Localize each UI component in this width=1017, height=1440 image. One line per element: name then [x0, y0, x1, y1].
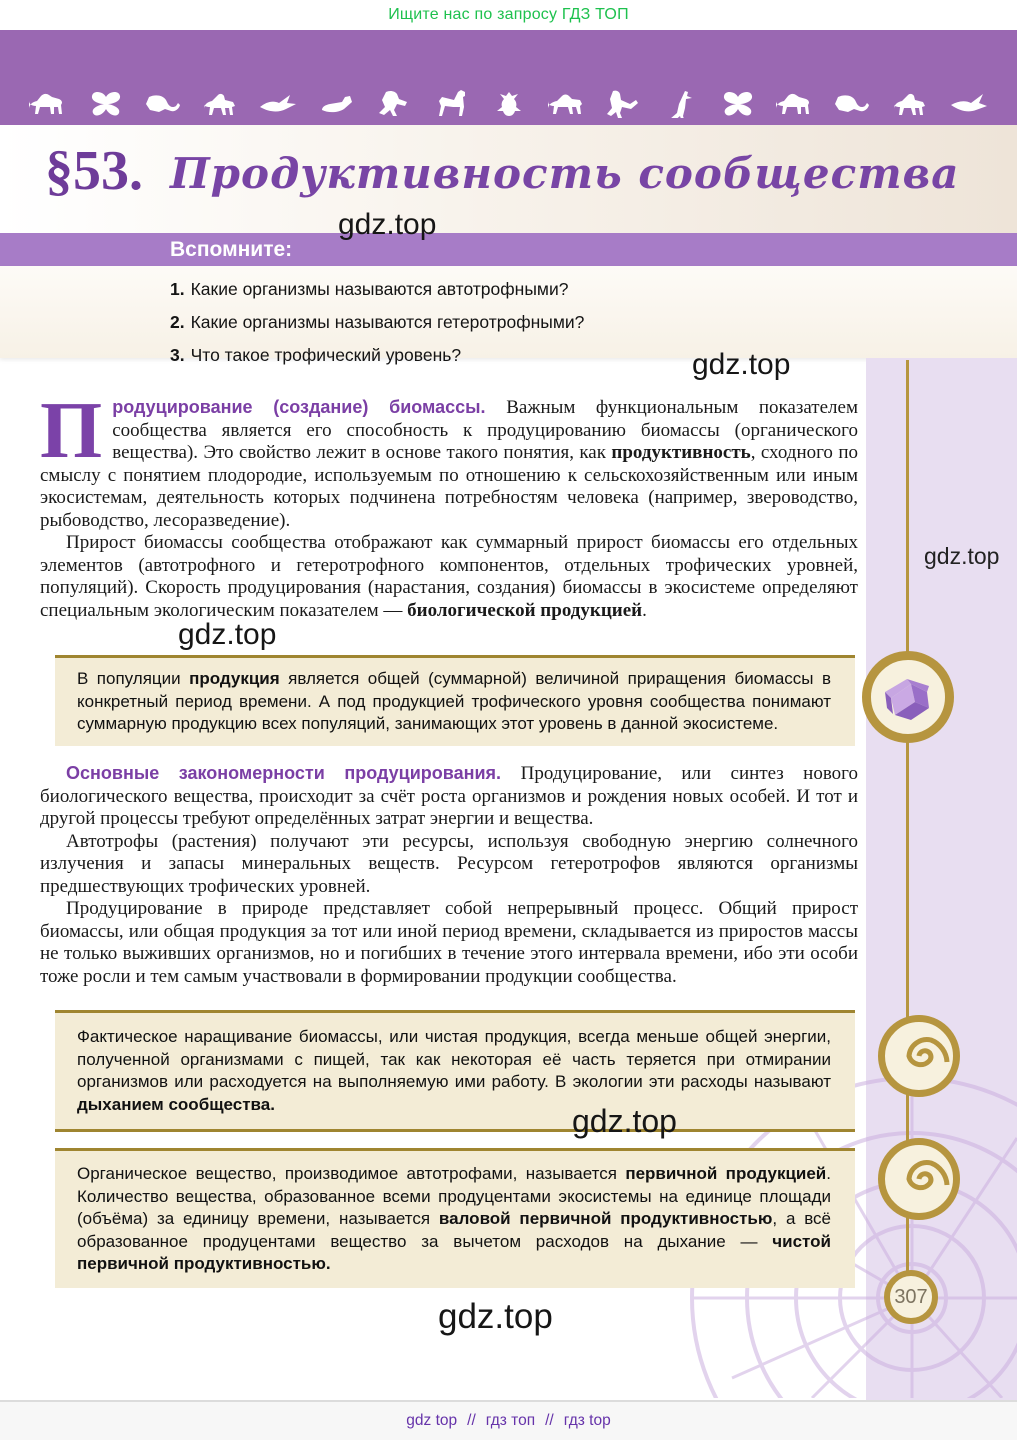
paragraph-group-1	[40, 387, 859, 622]
crane-icon	[658, 88, 704, 118]
spiral-marker-circle-1	[878, 1015, 960, 1097]
text-segment: , сходного по смыслу с понятием плодородие, используемым по отношению к сельскохозяйственным или иным экосистемам, деятельность которых подчинена потребностям человека (например, звероводство, рыбоводство, лесоразведение).	[40, 442, 859, 531]
text-segment: дыханием сообщества.	[77, 1094, 275, 1114]
definition-box-production	[55, 655, 855, 746]
question-text: Что такое трофический уровень?	[190, 345, 462, 365]
swan-icon	[313, 88, 359, 118]
text-segment: продукция	[189, 669, 280, 688]
question-text: Какие организмы называются гетеротрофными?	[190, 312, 585, 332]
recall-band	[0, 233, 1017, 266]
horse-icon	[198, 88, 244, 118]
footer-link[interactable]: gdz top	[406, 1412, 458, 1429]
page-number-circle	[884, 1270, 938, 1324]
text-segment: , а всё образованное продуцентами вещество за вычетом расходов на дыхание —	[77, 1209, 831, 1251]
bird-icon	[256, 88, 302, 118]
text-segment: валовой первичной продуктивностью	[438, 1209, 773, 1228]
question-number: 3.	[170, 345, 185, 365]
watermark: gdz.top	[338, 208, 437, 241]
question-number: 1.	[170, 279, 185, 299]
text-segment: является общей (суммарной) величиной приращения биомассы в конкретный период времени. А под продукцией трофического уровня сообщества понимают суммарную продукцию всех популяций, занимающих этот уровень в данной экосистеме.	[77, 669, 831, 733]
text-segment: биологической продукцией	[407, 599, 643, 621]
definition-box-primary-production	[55, 1148, 855, 1288]
scorpion-icon	[141, 88, 187, 118]
text-segment: родуцирование (создание) биомассы.	[112, 397, 507, 417]
text-segment: Прирост биомассы сообщества отображают как суммарный прирост биомассы его отдельных элементов (автотрофного и гетеротрофного компонентов, отдельных трофических уровней, популяций). Скорость продуцирования (нарастания, создания) биомассы в экосистеме определяют специальным экологическим показателем —	[40, 532, 858, 621]
page-title: Продуктивность сообщества	[170, 149, 960, 198]
paragraph-5	[40, 898, 858, 988]
footer-bar	[0, 1400, 1017, 1440]
text-segment: .	[642, 599, 647, 621]
animal-silhouettes-row	[26, 84, 991, 118]
title-band	[0, 125, 1017, 233]
monkey-icon	[371, 88, 417, 118]
text-segment: Органическое вещество, производимое автотрофами, называется	[77, 1164, 626, 1183]
text-segment: Фактическое наращивание биомассы, или чистая продукция, всегда меньше общей энергии, полученной организмами с пищей, так как некоторая её часть теряется при отмирании организмов или расходуется на выполняемую ими работу. В экологии эти расходы называют	[77, 1027, 831, 1091]
recall-label: Вспомните:	[170, 238, 293, 261]
book-marker-circle	[862, 651, 954, 743]
dropcap-letter: П	[40, 387, 103, 475]
chapter-header-band	[0, 30, 1017, 125]
scorpion-icon	[830, 88, 876, 118]
watermark: gdz.top	[438, 1297, 553, 1336]
recall-questions-list	[0, 266, 1017, 367]
footer-separator: //	[545, 1412, 554, 1429]
butterfly-icon	[83, 88, 129, 118]
text-segment: первичной продукцией	[625, 1164, 827, 1183]
text-segment: чистой первичной продуктивностью.	[77, 1231, 831, 1273]
watermark: gdz.top	[692, 348, 791, 381]
watermark: gdz.top	[924, 543, 1000, 569]
giraffe-icon	[428, 88, 474, 118]
text-segment: Продуцирование в природе представляет собой непрерывный процесс. Общий прирост биомассы, или общая продукция за тот или иной период времени, складывается из приростов массы не только выживших организмов, но и погибших в течение этого интервала времени, ибо эти особи тоже росли и тем самым участвовали в формировании продукции сообщества.	[40, 898, 858, 987]
paragraph-1-text	[40, 387, 859, 531]
paragraph-4	[40, 831, 858, 899]
spiral-icon	[885, 1022, 953, 1090]
bull-icon	[543, 88, 589, 118]
paragraph-1	[40, 387, 859, 532]
text-segment: Основные закономерности продуцирования.	[66, 763, 521, 783]
open-book-icon	[877, 670, 939, 724]
paragraph-3	[40, 762, 858, 831]
footer-links	[406, 1412, 610, 1430]
promo-text: Ищите нас по запросу ГДЗ ТОП	[388, 6, 629, 23]
watermark: gdz.top	[572, 1103, 677, 1139]
spiral-icon	[885, 1145, 953, 1213]
text-segment: Автотрофы (растения) получают эти ресурсы, используя свободную энергию солнечного излучения и запасы минеральных веществ. Ресурсом гетеротрофов являются организмы предшествующих трофических уровней.	[40, 830, 858, 897]
footer-separator: //	[467, 1412, 476, 1429]
page-number: 307	[894, 1285, 928, 1308]
butterfly-icon	[715, 88, 761, 118]
question-number: 2.	[170, 312, 185, 332]
bison-icon	[26, 88, 72, 118]
text-segment: продуктивность	[611, 442, 751, 463]
spiral-marker-circle-2	[878, 1138, 960, 1220]
horse-icon	[888, 88, 934, 118]
question-text: Какие организмы называются автотрофными?	[190, 279, 569, 299]
footer-link[interactable]: гдз top	[563, 1412, 611, 1429]
text-segment: . Количество вещества, образованное всеми продуцентами экосистемы на единице площади (объёма) за единицу времени, называется	[77, 1164, 831, 1228]
promo-banner	[0, 0, 1017, 30]
text-segment: Продуцирование, или синтез нового биологического вещества, происходит за счёт роста организмов и рождения новых особей. И тот и другой процессы требуют определённых затрат энергии и вещества.	[40, 763, 858, 829]
beetle-icon	[486, 88, 532, 118]
footer-link[interactable]: гдз топ	[485, 1412, 536, 1429]
definition-box-community-respiration	[55, 1010, 855, 1132]
recall-question	[170, 310, 1017, 334]
paragraph-number: §53.	[45, 140, 143, 202]
watermark: gdz.top	[178, 618, 277, 651]
paragraph-group-2	[40, 762, 858, 988]
bison-icon	[773, 88, 819, 118]
paragraph-2	[40, 532, 858, 622]
text-segment: Важным функциональным показателем сообщества является его способность к продуцированию биомассы (органического вещества). Это свойство лежит в основе такого понятия, как	[112, 397, 858, 463]
recall-question	[170, 277, 1017, 301]
text-segment: В популяции	[77, 669, 190, 688]
lemur-icon	[600, 88, 646, 118]
falcon-icon	[945, 88, 991, 118]
